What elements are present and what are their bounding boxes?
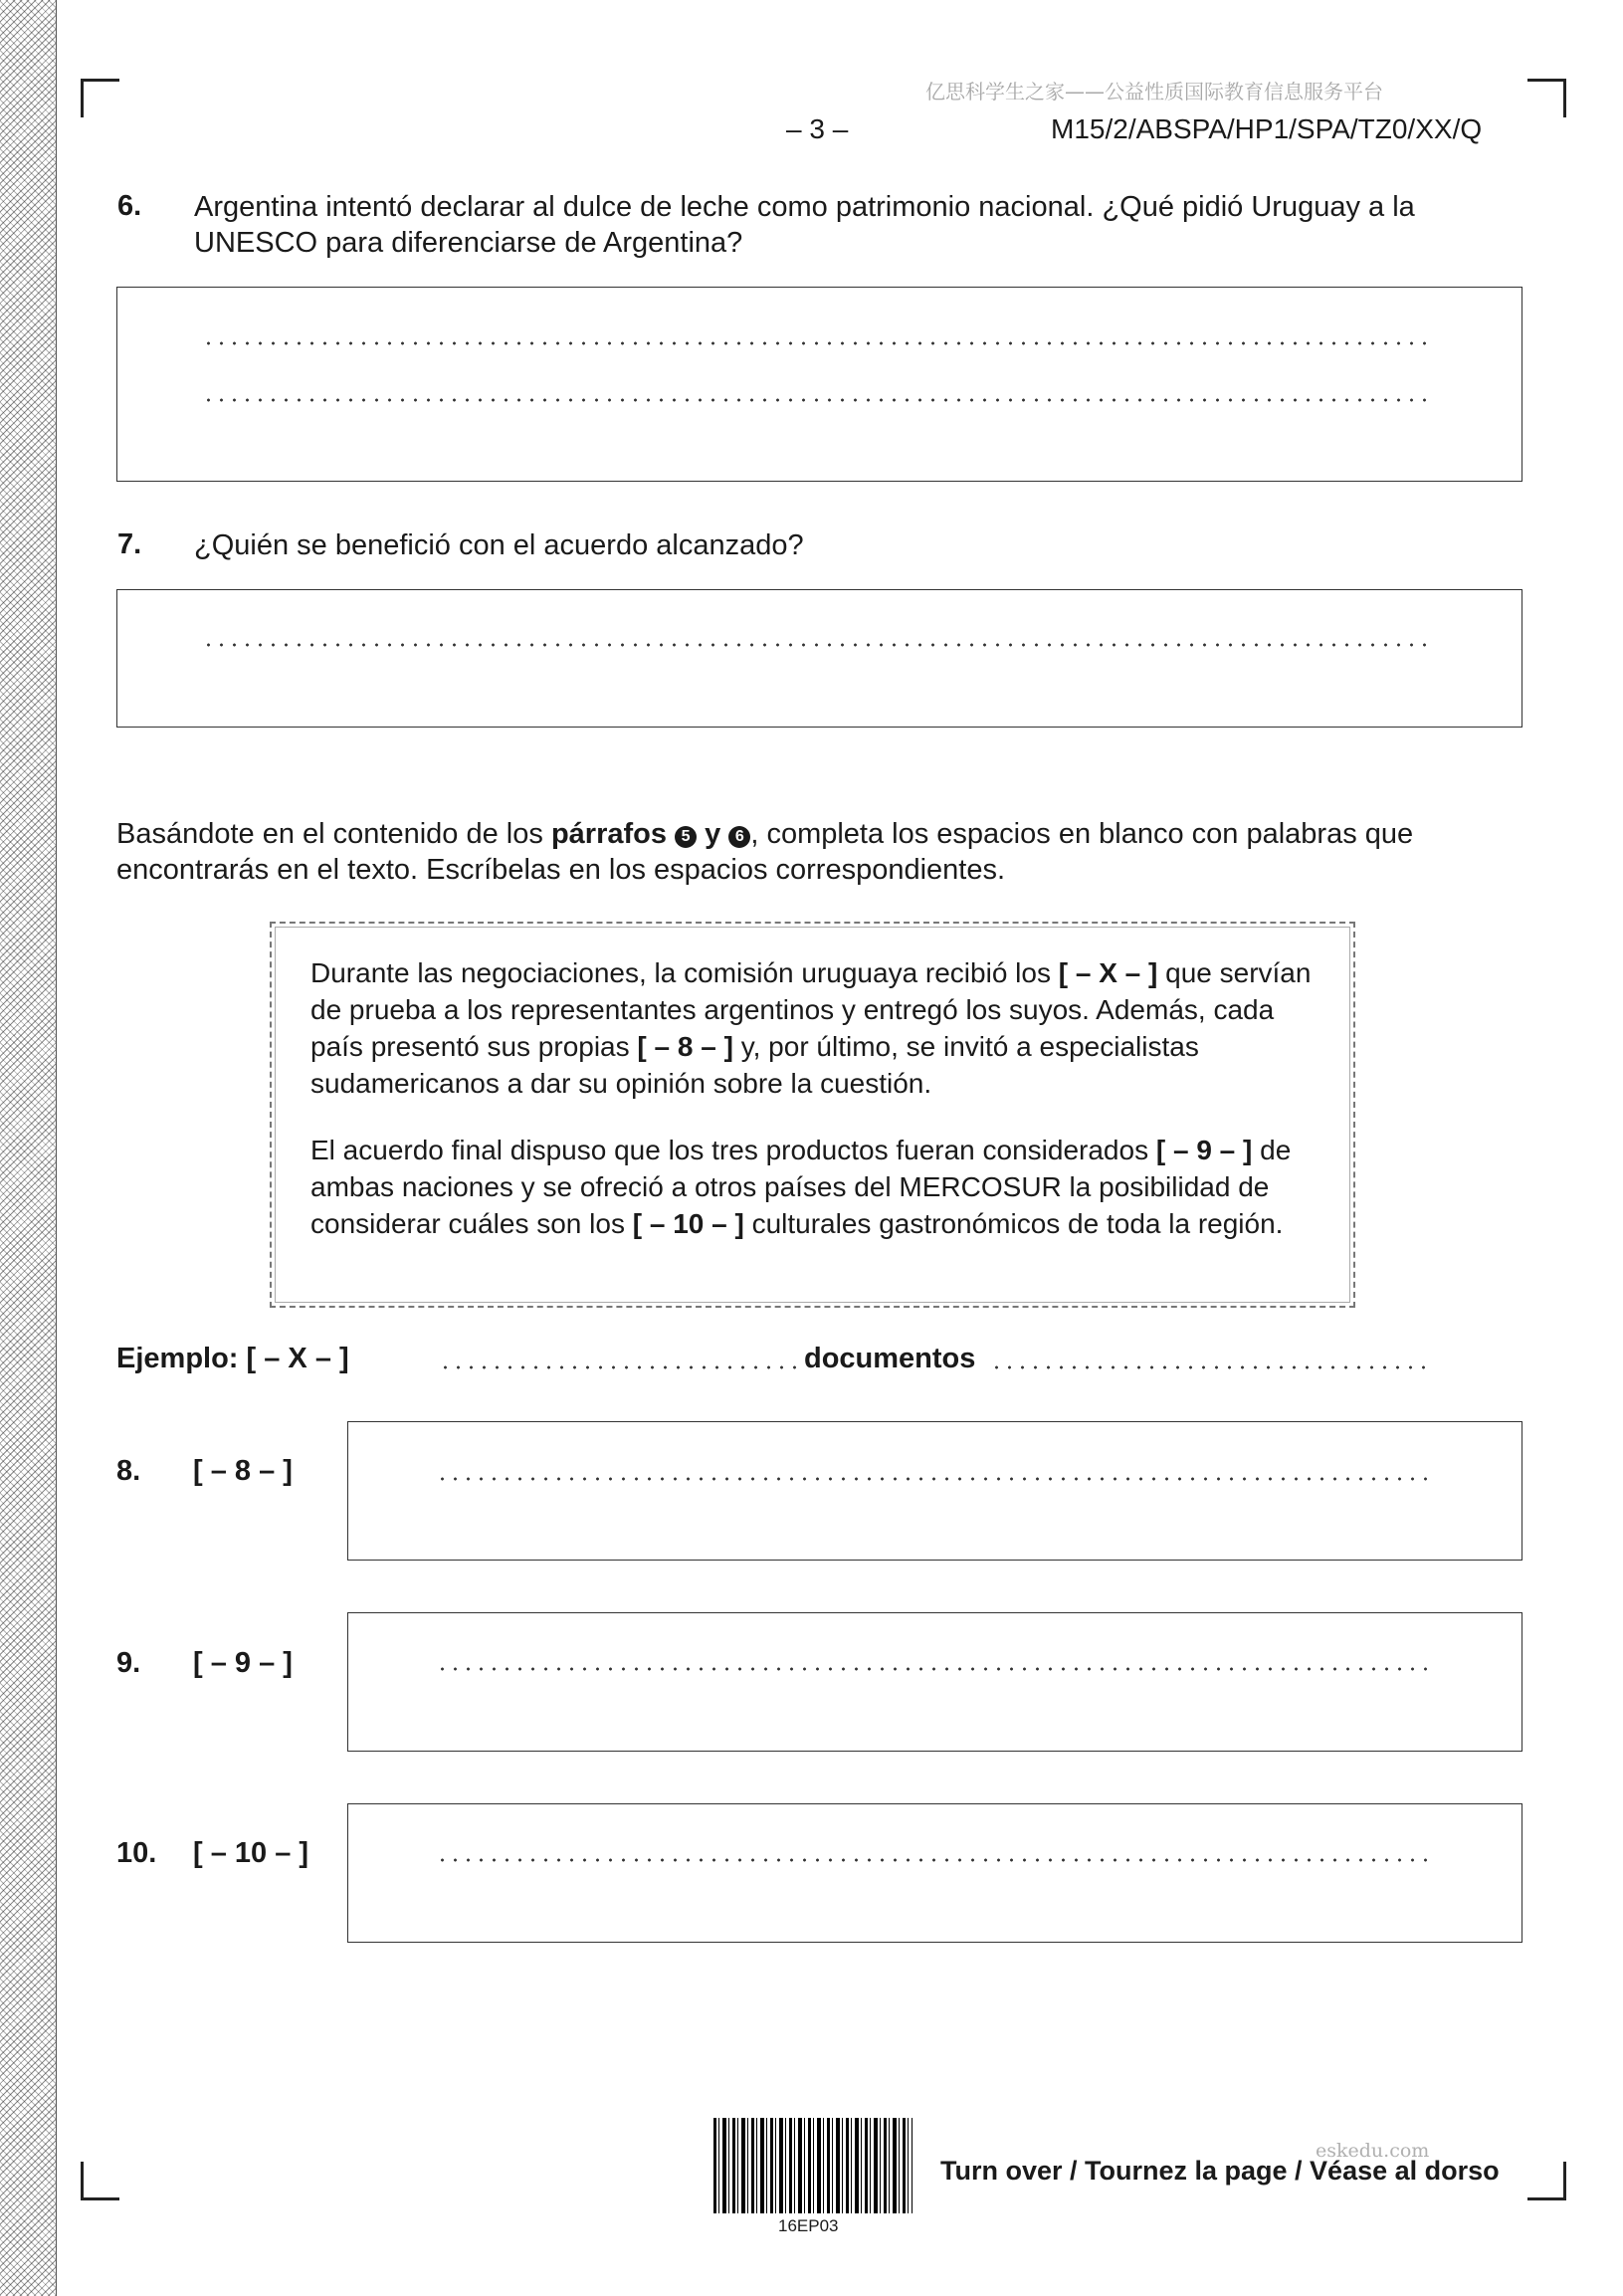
question-7-text: ¿Quién se benefició con el acuerdo alcanzado? <box>194 529 804 561</box>
passage-paragraph-2 <box>310 1132 1314 1242</box>
item-8-gap-label: [ – 8 – ] <box>193 1455 293 1487</box>
answer-line <box>436 1858 1428 1862</box>
header-watermark: 亿思科学生之家——公益性质国际教育信息服务平台 <box>925 80 1383 104</box>
answer-line <box>436 1667 1428 1671</box>
question-6-number: 6. <box>117 190 142 222</box>
passage-text: de ambas naciones y se ofreció a otros países del MERCOSUR la posibilidad de considerar cuáles son los <box>310 1135 1292 1239</box>
item-9-answer-box[interactable] <box>347 1612 1522 1752</box>
crop-mark-bottom-right <box>1527 2162 1566 2200</box>
answer-line <box>202 398 1431 402</box>
instructions-line-2: encontrarás en el texto. Escríbelas en los espacios correspondientes. <box>116 854 1006 886</box>
paragraph-5-circled-number: 5 <box>675 826 697 848</box>
question-7-answer-box[interactable] <box>116 589 1522 728</box>
item-10-number: 10. <box>116 1837 157 1869</box>
crop-mark-top-left <box>81 79 119 117</box>
paragraph-label: párrafos <box>550 818 667 850</box>
binding-margin-pattern <box>0 0 57 2296</box>
gap-x: [ – X – ] <box>1058 957 1158 988</box>
instructions-text: Basándote en el contenido de los <box>116 818 551 850</box>
example-dots-right <box>990 1365 1428 1369</box>
gap-9: [ – 9 – ] <box>1155 1135 1253 1165</box>
answer-line <box>202 341 1431 345</box>
item-10-gap-label: [ – 10 – ] <box>193 1837 309 1869</box>
item-9-number: 9. <box>116 1647 141 1679</box>
crop-mark-bottom-left <box>81 2162 119 2200</box>
gap-fill-passage <box>270 922 1355 1308</box>
question-6-line-1: Argentina intentó declarar al dulce de leche como patrimonio nacional. ¿Qué pidió Uruguay a la <box>194 191 1415 223</box>
turn-over-note: Turn over / Tournez la page / Véase al dorso <box>940 2156 1500 2186</box>
passage-paragraph-1 <box>310 954 1314 1102</box>
passage-text: culturales gastronómicos de toda la región. <box>751 1208 1284 1239</box>
item-8-number: 8. <box>116 1455 141 1487</box>
passage-text: que servían de prueba a los representantes argentinos y entregó los suyos. Además, cada país presentó sus propias <box>310 957 1312 1062</box>
passage-text: El acuerdo final dispuso que los tres productos fueran considerados <box>310 1135 1149 1165</box>
passage-text: Durante las negociaciones, la comisión uruguaya recibió los <box>310 957 1051 988</box>
instructions-text: , completa los espacios en blanco con palabras que <box>750 818 1414 850</box>
example-dots-left <box>439 1365 797 1369</box>
gap-10: [ – 10 – ] <box>632 1208 744 1239</box>
barcode-image <box>713 2118 913 2213</box>
paragraph-6-circled-number: 6 <box>728 826 750 848</box>
conjunction: y <box>705 818 721 850</box>
answer-line <box>436 1477 1428 1481</box>
example-answer: documentos <box>804 1343 976 1374</box>
example-label: Ejemplo: [ – X – ] <box>116 1343 349 1374</box>
barcode-code: 16EP03 <box>778 2216 839 2235</box>
question-6-answer-box[interactable] <box>116 287 1522 482</box>
passage-text: y, por último, se invitó a especialistas sudamericanos a dar su opinión sobre la cuestión. <box>310 1031 1199 1099</box>
answer-line <box>202 643 1431 647</box>
gap-8: [ – 8 – ] <box>637 1031 733 1062</box>
page-number: – 3 – <box>786 113 849 144</box>
instructions-line-1 <box>116 816 1413 852</box>
question-7-number: 7. <box>117 528 142 560</box>
paper-code: M15/2/ABSPA/HP1/SPA/TZ0/XX/Q <box>1051 113 1483 144</box>
item-8-answer-box[interactable] <box>347 1421 1522 1561</box>
item-10-answer-box[interactable] <box>347 1803 1522 1943</box>
footer-watermark: eskedu.com <box>1316 2140 1430 2162</box>
crop-mark-top-right <box>1527 79 1566 117</box>
question-6-line-2: UNESCO para diferenciarse de Argentina? <box>194 227 743 259</box>
item-9-gap-label: [ – 9 – ] <box>193 1647 293 1679</box>
